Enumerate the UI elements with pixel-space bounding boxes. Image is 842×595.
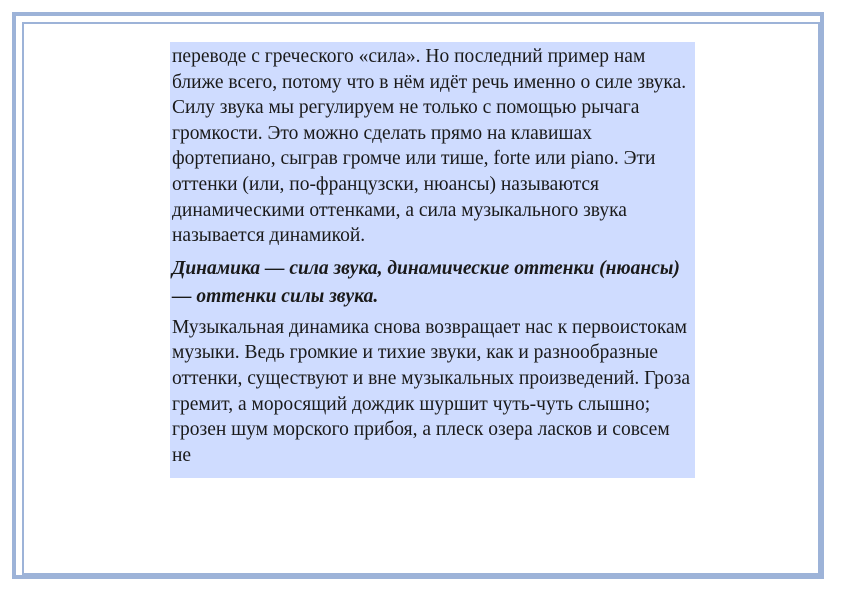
- paragraph-intro: переводе с греческого «сила». Но последний пример нам ближе всего, потому что в нём идёт речь именно о силе звука. Силу звука мы регулируем не только с помощью рычага громкости. Это можно сделать прямо на клавишах фортепиано, сыграв громче или тише, forte или piano. Эти оттенки (или, по-французски, нюансы) называются динамическими оттенками, а сила музыкального звука называется динамикой.: [172, 46, 687, 247]
- paragraph-dynamics: Музыкальная динамика снова возвращает нас к первоистокам музыки. Ведь громкие и тихие звуки, как и разнообразные оттенки, существуют и вне музыкальных произведений. Гроза гремит, а моросящий дождик шуршит чуть-чуть слышно; грозен шум морского прибоя, а плеск озера ласков и совсем не: [172, 316, 691, 466]
- paragraph-definition: Динамика — сила звука, динамические оттенки (нюансы) — оттенки силы звука.: [172, 257, 680, 307]
- text-box: [170, 42, 695, 478]
